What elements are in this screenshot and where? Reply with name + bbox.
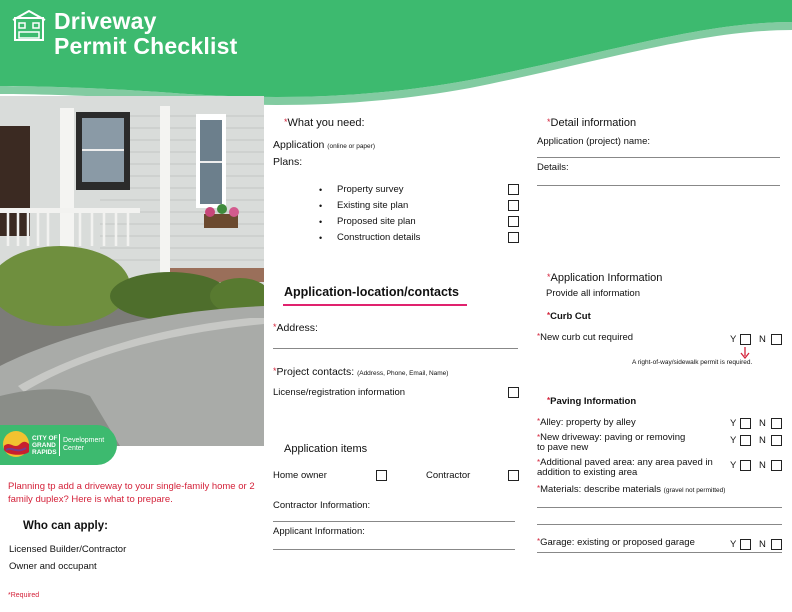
red-arrow-icon xyxy=(740,346,750,358)
appinfo-heading xyxy=(547,272,662,284)
required-note: *Required xyxy=(8,592,40,599)
appinfo-sub: Provide all information xyxy=(546,288,640,299)
city-logo-icon xyxy=(2,430,30,458)
alley-label xyxy=(537,417,636,428)
application-note: (online or paper) xyxy=(327,143,375,150)
appinfo-heading-text: Application Information xyxy=(550,272,663,284)
additional-area-text-1: Additional paved area: any area paved in xyxy=(540,457,713,468)
yes-label: Y xyxy=(730,539,737,550)
garage-label xyxy=(537,537,695,548)
no-label: N xyxy=(759,539,766,550)
yes-label: Y xyxy=(730,418,737,429)
materials-field-1[interactable] xyxy=(537,507,782,508)
plan-item: • Construction details xyxy=(319,232,519,248)
who-heading: Who can apply: xyxy=(23,520,108,532)
application-label xyxy=(273,139,375,151)
plan-item: • Existing site plan xyxy=(319,200,519,216)
required-star: * xyxy=(537,417,541,426)
alley-text: Alley: property by alley xyxy=(540,417,636,428)
plan-item: • Proposed site plan xyxy=(319,216,519,232)
no-label: N xyxy=(759,418,766,429)
address-text: Address: xyxy=(276,322,318,334)
contacts-label xyxy=(273,366,448,378)
materials-text: Materials: describe materials xyxy=(540,484,662,495)
new-driveway-label xyxy=(537,433,685,453)
new-driveway-yes-checkbox[interactable] xyxy=(740,435,751,446)
contractor-label: Contractor xyxy=(426,470,471,481)
page-title-line2: Permit Checklist xyxy=(54,33,238,59)
dept-name-2: Center xyxy=(63,445,85,452)
new-curb-text: New curb cut required xyxy=(540,332,634,343)
location-heading: Application-location/contacts xyxy=(284,285,460,299)
logo-divider xyxy=(59,434,60,456)
additional-area-yes-checkbox[interactable] xyxy=(740,460,751,471)
required-star: * xyxy=(273,366,277,376)
license-checkbox[interactable] xyxy=(508,387,519,398)
details-label: Details: xyxy=(537,162,569,173)
location-heading-underline xyxy=(283,304,467,306)
application-text: Application xyxy=(273,139,325,151)
garage-yes-checkbox[interactable] xyxy=(740,539,751,550)
home-owner-checkbox[interactable] xyxy=(376,470,387,481)
address-label xyxy=(273,322,318,334)
detail-heading-text: Detail information xyxy=(550,117,637,129)
no-label: N xyxy=(759,435,766,446)
materials-field-2[interactable] xyxy=(537,524,782,525)
new-curb-yes-checkbox[interactable] xyxy=(740,334,751,345)
plans-label: Plans: xyxy=(273,156,303,168)
need-heading-text: What you need: xyxy=(287,117,365,129)
page-title-line1: Driveway xyxy=(54,8,157,34)
items-heading: Application items xyxy=(284,443,368,455)
required-star: * xyxy=(537,332,541,341)
new-curb-label xyxy=(537,332,633,343)
contacts-note: (Address, Phone, Email, Name) xyxy=(357,370,449,377)
home-owner-label: Home owner xyxy=(273,470,327,481)
project-name-label: Application (project) name: xyxy=(537,136,650,147)
paving-heading xyxy=(547,396,636,407)
dept-name-1: Development xyxy=(63,437,105,444)
paving-heading-text: Paving Information xyxy=(550,396,637,407)
property-survey-checkbox[interactable] xyxy=(508,184,519,195)
yes-label: Y xyxy=(730,460,737,471)
additional-area-text-2: addition to existing area xyxy=(537,467,638,478)
proposed-site-plan-checkbox[interactable] xyxy=(508,216,519,227)
need-heading xyxy=(284,117,365,129)
additional-area-no-checkbox[interactable] xyxy=(771,460,782,471)
license-label: License/registration information xyxy=(273,387,406,398)
row-permit-note: A right-of-way/sidewalk permit is required. xyxy=(632,359,753,366)
city-name-3: RAPIDS xyxy=(32,449,57,456)
required-star: * xyxy=(547,396,551,405)
materials-note: (gravel not permitted) xyxy=(663,487,726,494)
required-star: * xyxy=(547,117,551,127)
yes-label: Y xyxy=(730,334,737,345)
yes-label: Y xyxy=(730,435,737,446)
required-star: * xyxy=(537,433,541,442)
existing-site-plan-checkbox[interactable] xyxy=(508,200,519,211)
applicant-info-field[interactable] xyxy=(273,549,515,550)
construction-details-checkbox[interactable] xyxy=(508,232,519,243)
new-curb-no-checkbox[interactable] xyxy=(771,334,782,345)
alley-no-checkbox[interactable] xyxy=(771,418,782,429)
contacts-text: Project contacts: xyxy=(276,366,355,378)
details-field[interactable] xyxy=(537,185,780,186)
detail-heading xyxy=(547,117,636,129)
garage-no-checkbox[interactable] xyxy=(771,539,782,550)
new-driveway-no-checkbox[interactable] xyxy=(771,435,782,446)
alley-yes-checkbox[interactable] xyxy=(740,418,751,429)
who-item-2: Owner and occupant xyxy=(9,561,97,572)
who-item-1: Licensed Builder/Contractor xyxy=(9,544,127,555)
project-name-field[interactable] xyxy=(537,157,780,158)
applicant-info-label: Applicant Information: xyxy=(273,526,365,537)
required-star: * xyxy=(284,117,288,127)
contractor-info-field[interactable] xyxy=(273,521,515,522)
materials-label xyxy=(537,484,725,495)
house-icon xyxy=(12,10,46,42)
no-label: N xyxy=(759,460,766,471)
city-name-2: GRAND xyxy=(32,442,56,449)
address-field[interactable] xyxy=(273,348,518,349)
new-driveway-text-2: to pave new xyxy=(537,442,589,453)
additional-area-label xyxy=(537,458,713,478)
plan-list xyxy=(319,184,519,248)
intro-text: Planning tp add a driveway to your single-family home or 2 family duplex? Here is what to prepare. xyxy=(8,481,255,505)
required-star: * xyxy=(547,272,551,282)
required-star: * xyxy=(537,537,541,546)
city-name-1: CITY OF xyxy=(32,435,58,442)
house-photo xyxy=(0,96,264,446)
plan-item: • Property survey xyxy=(319,184,519,200)
contractor-checkbox[interactable] xyxy=(508,470,519,481)
garage-field[interactable] xyxy=(537,552,782,553)
new-driveway-text-1: New driveway: paving or removing xyxy=(540,432,686,443)
contractor-info-label: Contractor Information: xyxy=(273,500,371,511)
curb-heading-text: Curb Cut xyxy=(550,311,591,322)
required-star: * xyxy=(537,458,541,467)
curb-heading xyxy=(547,311,591,322)
no-label: N xyxy=(759,334,766,345)
required-star: * xyxy=(547,311,551,320)
required-star: * xyxy=(273,322,277,332)
garage-text: Garage: existing or proposed garage xyxy=(540,537,695,548)
required-star: * xyxy=(537,484,541,493)
